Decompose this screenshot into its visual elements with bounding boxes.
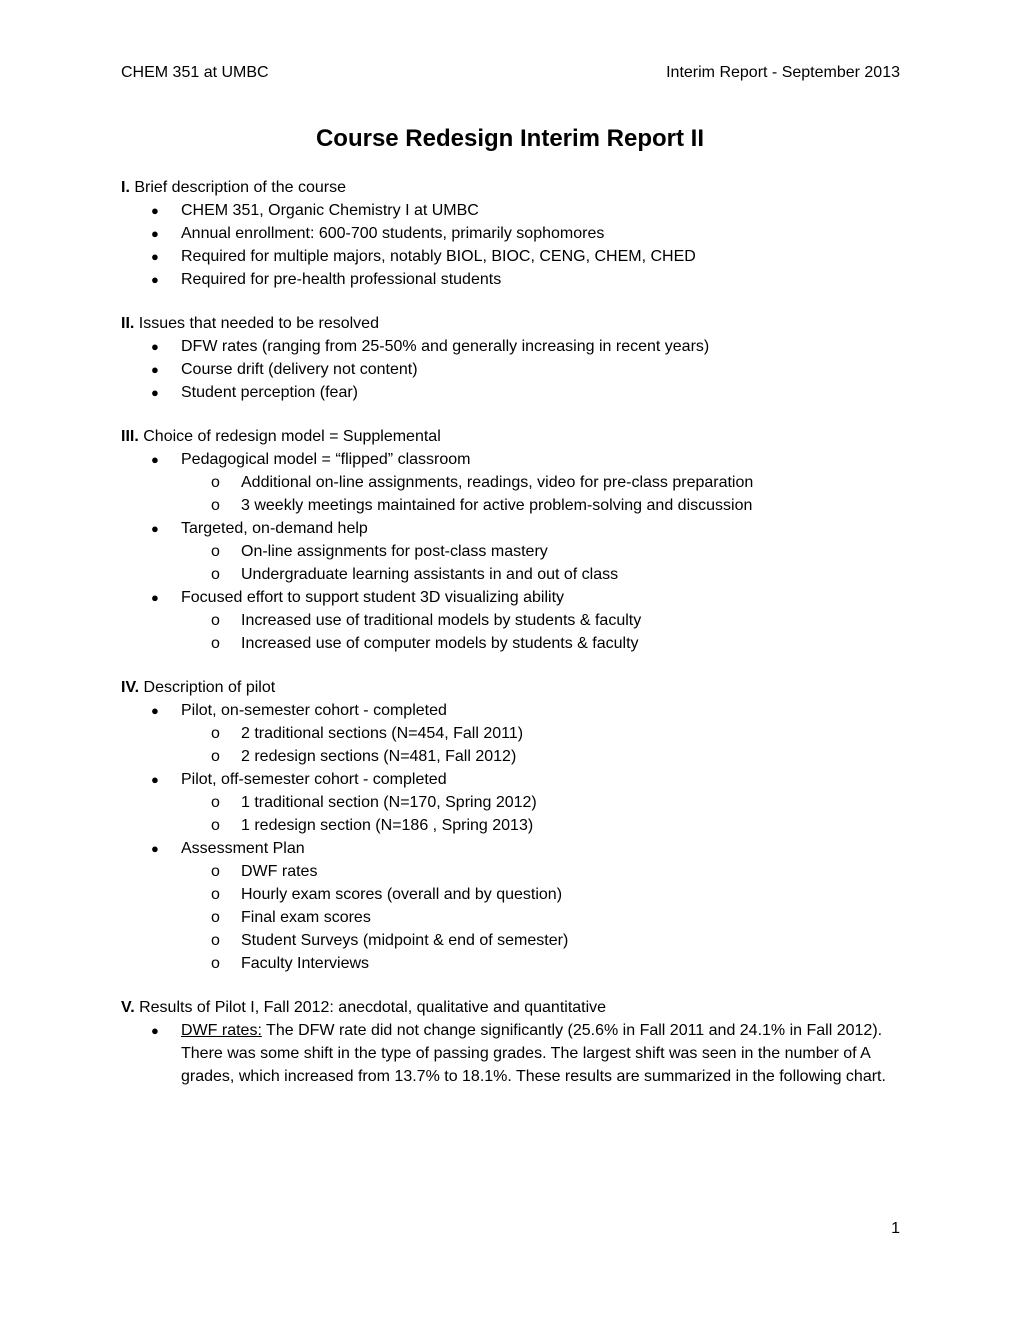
section-3 [121,425,901,655]
sub-list-item [181,632,901,655]
document-body [121,176,901,1109]
bullet-icon: ● [151,452,159,467]
list-item-lead: DWF rates: [181,1022,262,1039]
bullet-icon: ● [151,362,159,377]
list-item [121,199,901,222]
circle-bullet-icon: o [211,474,220,491]
bullet-icon: ● [151,1023,159,1038]
section-number: II. [121,315,135,332]
circle-bullet-icon: o [211,886,220,903]
sub-list-item-text: 1 redesign section (N=186 , Spring 2013) [241,817,534,834]
list-item-text: Pilot, on-semester cohort - completed [181,702,447,719]
sub-list-item [181,745,901,768]
header-course: CHEM 351 at UMBC [121,64,269,81]
bullet-icon: ● [151,339,159,354]
sub-list-item-text: 3 weekly meetings maintained for active problem-solving and discussion [241,497,753,514]
list-item [121,381,901,404]
list-item-text: Focused effort to support student 3D visualizing ability [181,589,565,606]
circle-bullet-icon: o [211,566,220,583]
bullet-icon: ● [151,590,159,605]
section-heading [121,425,901,448]
circle-bullet-icon: o [211,635,220,652]
bullet-icon: ● [151,203,159,218]
sub-list-item [181,883,901,906]
list-item-text: Targeted, on-demand help [181,520,368,537]
document-title: Course Redesign Interim Report II [315,125,705,152]
list-item [121,335,901,358]
section-heading [121,176,901,199]
section-number: I. [121,179,130,196]
section-heading [121,996,901,1019]
section-1 [121,176,901,291]
bullet-list [121,1019,901,1088]
list-item-text: Required for pre-health professional students [181,271,502,288]
sub-list-item [181,906,901,929]
section-heading-text: Description of pilot [143,679,276,696]
list-item-text: Student perception (fear) [181,384,358,401]
sub-list [181,860,901,975]
list-item-text: Assessment Plan [181,840,305,857]
list-item [121,517,901,586]
sub-list-item-text: 2 redesign sections (N=481, Fall 2012) [241,748,517,765]
sub-list-item [181,471,901,494]
section-heading-text: Results of Pilot I, Fall 2012: anecdotal, qualitative and quantitative [134,999,607,1016]
sub-list-item [181,609,901,632]
sub-list-item-text: Increased use of traditional models by students & faculty [241,612,642,629]
bullet-icon: ● [151,703,159,718]
sub-list-item [181,814,901,837]
sub-list [181,471,901,517]
bullet-icon: ● [151,841,159,856]
list-item [121,245,901,268]
section-heading-text: Choice of redesign model = Supplemental [143,428,441,445]
bullet-icon: ● [151,249,159,264]
sub-list-item [181,929,901,952]
sub-list-item [181,791,901,814]
sub-list-item-text: 2 traditional sections (N=454, Fall 2011) [241,725,524,742]
sub-list-item [181,540,901,563]
list-item-text: DFW rates (ranging from 25-50% and generally increasing in recent years) [181,338,710,355]
bullet-list [121,448,901,655]
list-item [121,1019,901,1088]
list-item [121,586,901,655]
header-report-date: Interim Report - September 2013 [666,64,900,81]
bullet-list [121,699,901,975]
circle-bullet-icon: o [211,543,220,560]
section-number: V. [121,999,135,1016]
section-heading-text: Issues that needed to be resolved [138,315,379,332]
section-heading [121,676,901,699]
list-item [121,448,901,517]
sub-list-item-text: 1 traditional section (N=170, Spring 2012) [241,794,537,811]
section-heading [121,312,901,335]
circle-bullet-icon: o [211,748,220,765]
circle-bullet-icon: o [211,932,220,949]
circle-bullet-icon: o [211,863,220,880]
list-item [121,222,901,245]
sub-list [181,791,901,837]
circle-bullet-icon: o [211,725,220,742]
sub-list-item [181,494,901,517]
section-4 [121,676,901,975]
sub-list-item [181,952,901,975]
sub-list-item-text: On-line assignments for post-class mastery [241,543,548,560]
bullet-icon: ● [151,385,159,400]
list-item-text: Annual enrollment: 600-700 students, primarily sophomores [181,225,605,242]
sub-list-item [181,860,901,883]
circle-bullet-icon: o [211,794,220,811]
page-number: 1 [891,1220,900,1237]
section-number: IV. [121,679,140,696]
sub-list-item-text: DWF rates [241,863,318,880]
sub-list [181,609,901,655]
sub-list-item [181,563,901,586]
bullet-icon: ● [151,521,159,536]
sub-list-item-text: Faculty Interviews [241,955,370,972]
sub-list [181,540,901,586]
circle-bullet-icon: o [211,497,220,514]
list-item-text: Required for multiple majors, notably BIOL, BIOC, CENG, CHEM, CHED [181,248,696,265]
section-5 [121,996,901,1088]
list-item-text: Pedagogical model = “flipped” classroom [181,451,471,468]
sub-list-item-text: Additional on-line assignments, readings, video for pre-class preparation [241,474,754,491]
section-heading-text: Brief description of the course [129,179,346,196]
section-2 [121,312,901,404]
list-item-text: CHEM 351, Organic Chemistry I at UMBC [181,202,479,219]
sub-list-item-text: Hourly exam scores (overall and by question) [241,886,563,903]
page-header [121,62,900,84]
bullet-icon: ● [151,226,159,241]
list-item-text: Course drift (delivery not content) [181,361,418,378]
list-item [121,699,901,768]
circle-bullet-icon: o [211,612,220,629]
list-item-text: Pilot, off-semester cohort - completed [181,771,447,788]
bullet-icon: ● [151,772,159,787]
sub-list-item-text: Final exam scores [241,909,371,926]
circle-bullet-icon: o [211,817,220,834]
list-item [121,268,901,291]
list-item [121,837,901,975]
sub-list-item-text: Student Surveys (midpoint & end of semester) [241,932,569,949]
bullet-list [121,199,901,291]
circle-bullet-icon: o [211,955,220,972]
list-item [121,358,901,381]
list-item-text: The DFW rate did not change significantly (25.6% in Fall 2011 and 24.1% in Fall 2012). There was some shift in the type of passing grades. The largest shift was seen in the number of A grades, which increased from 13.7% to 18.1%. These results are summarized in the following chart. [181,1022,886,1085]
sub-list-item-text: Increased use of computer models by students & faculty [241,635,639,652]
bullet-icon: ● [151,272,159,287]
list-item [121,768,901,837]
section-number: III. [121,428,139,445]
sub-list-item-text: Undergraduate learning assistants in and out of class [241,566,619,583]
sub-list-item [181,722,901,745]
circle-bullet-icon: o [211,909,220,926]
sub-list [181,722,901,768]
bullet-list [121,335,901,404]
